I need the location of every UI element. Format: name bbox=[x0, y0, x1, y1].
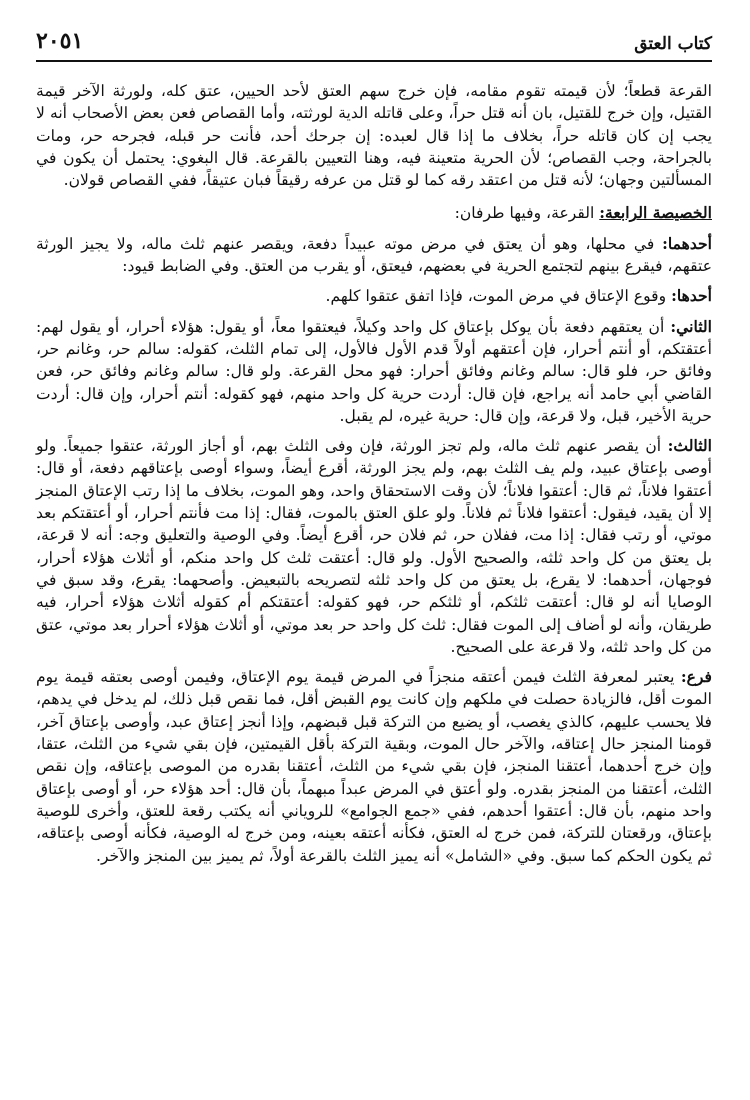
section-heading: الخصيصة الرابعة: bbox=[599, 203, 712, 223]
paragraph-text: في محلها، وهو أن يعتق في مرض موته عبيداً دفعة، ويقصر عنهم ثلث ماله، ولا يجيز الورثة عتقهم، فيقرع بينهم لتجتمع الحرية في بعضهم، فيعتق، أو يقرب من العتق. وفي الضابط قيود: bbox=[36, 234, 712, 276]
paragraph-text: وقوع الإعتاق في مرض الموت، فإذا اتفق عتقوا كلهم. bbox=[325, 287, 672, 306]
paragraph-text: القرعة، وفيها طرفان: bbox=[454, 204, 600, 223]
paragraph bbox=[36, 285, 712, 307]
paragraph bbox=[36, 316, 712, 427]
page-header bbox=[36, 28, 712, 62]
paragraph-lead: فرع: bbox=[680, 667, 712, 687]
page-body bbox=[36, 80, 712, 867]
page-number: ٢٠٥١ bbox=[36, 28, 84, 54]
paragraph bbox=[36, 666, 712, 867]
paragraph bbox=[36, 80, 712, 191]
paragraph-lead: أحدهما: bbox=[662, 233, 712, 253]
paragraph-lead: الثالث: bbox=[667, 436, 712, 456]
paragraph-lead: أحدها: bbox=[671, 286, 712, 306]
running-title: كتاب العتق bbox=[634, 34, 712, 54]
paragraph bbox=[36, 233, 712, 278]
paragraph-text: أن يقصر عنهم ثلث ماله، ولم تجز الورثة، فإن وفى الثلث بهم، أو أجاز الورثة، عتقوا جميعاً. ولو أوصى بإعتاق عبيد، ولم يف الثلث بهم، ولم يجز الورثة، أقرع أيضاً، وسواء أوصى بإعتاقهم دفعة، أو قال: أعتقوا فلاناً، ثم قال: أعتقوا فلاناً؛ لأن وقت الاستحقاق واحد، وهو الموت، بخلاف ما إذا رتب الإعتاق المنجز إلا أن يقيد، فيقول: أعتقوا فلاناً ثم فلاناً. ولو علق العتق بالموت، فقال: إذا مت فأنتم أحرار، أو أعتقتكم بعد موتي، أو رتب فقال: إذا مت، ففلان حر، ثم فلان حر، أقرع أيضاً. وفي الوصية والتعليق وجه: أنه لا قرعة، بل يعتق من كل واحد ثلثه، والصحيح الأول. ولو قال: أعتقت ثلث كل واحد منكم، أو أثلاث هؤلاء أحرار، فوجهان، أحدهما: لا يقرع، بل يعتق من كل واحد ثلثه لتصريحه بالتبعيض. وأصحهما: يقرع، وقد سبق في الوصايا أنه لو قال: أعتقت ثلثكم، أو ثلثكم حر، فهو كقوله: أعتقتكم أم كقوله أثلاث هؤلاء أحرار، فيه طريقان، وأنه لو أضاف إلى الموت فقال: ثلث كل واحد حر بعد موتي، أو أثلاث هؤلاء أحرار بعد موتي، عتق من كل واحد ثلثه، ولا قرعة على الصحيح. bbox=[36, 437, 712, 656]
paragraph-lead: الثاني: bbox=[670, 316, 712, 336]
paragraph bbox=[36, 202, 712, 224]
paragraph-text: أن يعتقهم دفعة بأن يوكل بإعتاق كل واحد وكيلاً، فيعتقوا معاً، أو يقول: هؤلاء أحرار، أو يقول لهم: أعتقتكم، أو أنتم أحرار، فإن أعتقهم أولاً قدم الأول فالأول، إلى تمام الثلث، كقوله: سالم حر، وغانم حر، وفائق حر، فلو قال: سالم وغانم وفائق أحرار: فهو محل القرعة. ولو قال: سالم وغانم وفائق حر، فعن القاضي أبي حامد أنه يراجع، فإن قال: أردت حرية كل واحد منهم، فهو كقوله: أنتم أحرار، وإن قال: أردت حرية الأخير، قبل، ولا قرعة، وإن قال: حرية غيره، لم يقبل. bbox=[36, 317, 712, 425]
paragraph-text: يعتبر لمعرفة الثلث فيمن أعتقه منجزاً في المرض قيمة يوم الإعتاق، وفيمن أوصى بعتقه قيمة يوم الموت أقل، فالزيادة حصلت في ملكهم وإن كانت يوم القبض أقل، فما نقص قبل ذلك، لم يدخل في يدهم، فلا يحسب عليهم، كالذي يغصب، أو يضيع من التركة قبل قبضهم، وإذا أنجز إعتاق عبد، وأوصى بإعتاق آخر، قومنا المنجز حال إعتاقه، والآخر حال الموت، وبقية التركة بأقل القيمتين، فإن بقي شيء من الثلث، عتقا، وإن خرج أحدهما، أعتقنا المنجز، فإن بقي شيء من الثلث، أعتقنا بقدره من الموصى بإعتاقه، وإن نقص الثلث، أعتقنا من المنجز بقدره. ولو أعتق في المرض عبداً مبهماً، بأن قال: أحد هؤلاء حر، أو أوصى بإعتاق واحد منهم، بأن قال: أعتقوا أحدهم، ففي «جمع الجوامع» للروياني أنه يكتب رقعة للعتق، وأخرى للوصية بإعتاق، ورقعتان للتركة، فمن خرج له العتق، فكأنه أعتقه بعينه، ومن خرج له الوصية، فكأنه أوصى بإعتاقه، ثم يكون الحكم كما سبق. وفي «الشامل» أنه يميز الثلث بالقرعة أولاً، ثم يميز بين المنجز والآخر. bbox=[36, 668, 712, 865]
paragraph-text: القرعة قطعاً؛ لأن قيمته تقوم مقامه، فإن خرج سهم العتق لأحد الحيين، عتق كله، ولورثة الآخر قيمة القتيل، وإن خرج للقتيل، بان أنه قتل حراً، وعلى قاتله الدية لورثته، وأما القصاص فعن بعض الأصحاب أنه لا يجب إن كان قاتله حراً، بخلاف ما إذا قال لعبده: إن جرحك أحد، فأنت حر قبله، فجرحه حر، ومات بالجراحة، وجب القصاص؛ لأن الحرية متعينة فيه، وهنا التعيين بالقرعة. قال البغوي: يحتمل أن يكون في المسألتين وجهان؛ لأنه قتل من اعتقد رقه كما لو قتل من عرفه رقيقاً فبان عتيقاً، ففي القصاص قولان. bbox=[36, 82, 712, 190]
paragraph bbox=[36, 435, 712, 658]
